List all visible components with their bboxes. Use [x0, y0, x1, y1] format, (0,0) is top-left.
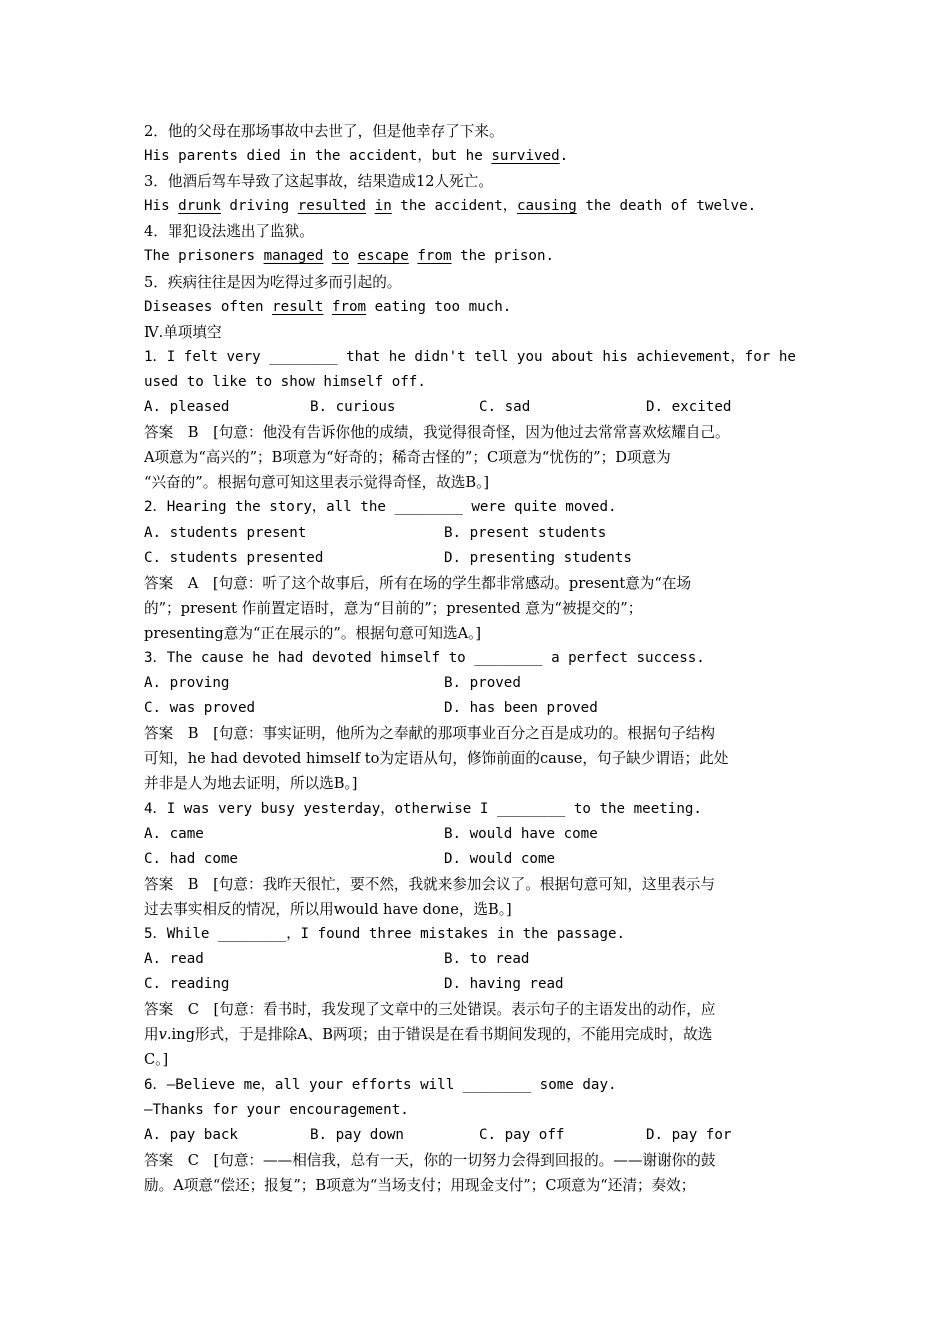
underlined-answer: from [331, 298, 367, 315]
underlined-answer: escape [357, 248, 409, 265]
option-choice: C. had come [144, 850, 238, 867]
option-choice: A. students present [144, 524, 307, 541]
text-run: the accident， [391, 198, 517, 215]
option-choice: A. proving [144, 675, 230, 692]
options-row [144, 696, 814, 721]
question-stem: 4．I was very busy yesterday，otherwise I ________ to the meeting. [144, 800, 702, 817]
answer-explanation [144, 1047, 814, 1072]
options-row [144, 521, 814, 546]
text-run: driving [220, 198, 298, 215]
answer-explanation [144, 420, 814, 445]
underlined-answer: from [417, 248, 452, 265]
translation-prompt: 5．疾病往往是因为吃得过多而引起的。 [144, 273, 402, 291]
option-choice: C. pay off [479, 1126, 565, 1143]
text-run: A项意为“高兴的”；B项意为“好奇的；稀奇古怪的”；C项意为“忧伤的”；D项意为 [144, 449, 671, 467]
text-run: 答案 A [句意：听了这个故事后，所有在场的学生都非常感动。present意为“在场 [144, 574, 692, 592]
underlined-answer: to [331, 248, 350, 265]
text-run [366, 198, 375, 214]
options-row [144, 671, 814, 696]
option-choice: C. sad [479, 399, 531, 416]
option-choice: C. reading [144, 976, 230, 993]
translation-answer [144, 144, 814, 169]
text-run: 答案 C [句意：看书时，我发现了文章中的三处错误。表示句子的主语发出的动作，应 [144, 1001, 716, 1019]
text-run: “兴奋的”。根据句意可知这里表示觉得奇怪，故选B。] [144, 474, 490, 492]
text-run: 并非是人为地去证明，所以选B。] [144, 775, 358, 793]
option-choice: B. would have come [444, 825, 598, 842]
underlined-answer: survived [491, 148, 560, 165]
text-run [349, 248, 358, 264]
answer-explanation [144, 897, 814, 922]
option-choice: C. students presented [144, 549, 324, 566]
translation-answer [144, 194, 814, 219]
answer-explanation [144, 771, 814, 796]
option-choice: D. having read [444, 976, 564, 993]
underlined-answer: result [272, 298, 324, 315]
answer-explanation [144, 872, 814, 897]
text-run: v [158, 1026, 167, 1044]
option-choice: B. proved [444, 675, 521, 692]
options-row [144, 395, 814, 420]
option-choice: B. present students [444, 524, 607, 541]
option-choice: D. excited [646, 399, 732, 416]
answer-explanation [144, 1173, 814, 1198]
options-row [144, 546, 814, 571]
options-row [144, 847, 814, 872]
option-choice: A. pay back [144, 1126, 238, 1143]
answer-explanation [144, 621, 814, 646]
option-choice: D. has been proved [444, 700, 598, 717]
document-content [144, 119, 814, 1198]
options-row [144, 822, 814, 847]
translation-prompt: 3．他酒后驾车导致了这起事故，结果造成12人死亡。 [144, 173, 493, 191]
underlined-answer: drunk [178, 198, 221, 215]
text-run: the prison. [451, 248, 555, 265]
text-run [323, 299, 332, 315]
option-choice: D. would come [444, 850, 556, 867]
text-run: The prisoners [144, 248, 264, 265]
underlined-answer: in [374, 198, 392, 215]
answer-explanation [144, 571, 814, 596]
translation-answer [144, 295, 814, 320]
text-run: 答案 B [句意：我昨天很忙，要不然，我就来参加会议了。根据句意可知，这里表示与 [144, 875, 715, 893]
question-stem: 1．I felt very ________ that he didn't tell you about his achievement，for he [144, 348, 796, 365]
answer-explanation [144, 721, 814, 746]
option-choice: B. curious [310, 399, 396, 416]
text-run: presenting意为“正在展示的”。根据句意可知选A。] [144, 624, 482, 642]
text-run: C。] [144, 1051, 169, 1069]
question-stem: 2．Hearing the story，all the ________ were quite moved. [144, 499, 617, 516]
text-run: eating too much. [366, 298, 512, 315]
answer-explanation [144, 470, 814, 495]
options-row [144, 972, 814, 997]
answer-explanation [144, 746, 814, 771]
text-run: 过去事实相反的情况，所以用would have done，选B。] [144, 900, 512, 918]
option-choice: C. was proved [144, 700, 256, 717]
answer-explanation [144, 1148, 814, 1173]
options-row [144, 947, 814, 972]
question-stem: used to like to show himself off. [144, 373, 426, 390]
text-run: 可知，he had devoted himself to为定语从句，修饰前面的cause，句子缺少谓语；此处 [144, 750, 729, 768]
option-choice: D. presenting students [444, 549, 632, 566]
text-run: . [559, 148, 569, 165]
question-stem: 5．While ________，I found three mistakes in the passage. [144, 926, 626, 942]
option-choice: A. came [144, 825, 204, 842]
text-run: 励。A项意“偿还；报复”；B项意为“当场支付；用现金支付”；C项意为“还清；奏效； [144, 1176, 696, 1194]
option-choice: A. read [144, 951, 204, 968]
answer-explanation [144, 997, 814, 1022]
text-run: His [144, 198, 179, 215]
translation-prompt: 4．罪犯设法逃出了监狱。 [144, 223, 314, 241]
option-choice: A. pleased [144, 399, 230, 416]
options-row [144, 1123, 814, 1148]
text-run: 答案 C [句意：——相信我，总有一天，你的一切努力会得到回报的。——谢谢你的鼓 [144, 1151, 716, 1169]
text-run [323, 248, 332, 264]
underlined-answer: managed [263, 248, 324, 265]
text-run: Diseases often [144, 298, 273, 315]
underlined-answer: resulted [297, 198, 367, 215]
answer-explanation [144, 445, 814, 470]
underlined-answer: causing [516, 198, 577, 215]
text-run: 的”；present 作前置定语时，意为“目前的”；presented 意为“被提交的”； [144, 599, 643, 617]
question-stem: 6．—Believe me，all your efforts will ________ some day. [144, 1076, 617, 1093]
question-stem: —Thanks for your encouragement. [144, 1101, 409, 1118]
text-run: 答案 B [句意：他没有告诉你他的成绩，我觉得很奇怪，因为他过去常常喜欢炫耀自己。 [144, 424, 730, 442]
translation-answer [144, 244, 814, 269]
text-run: 答案 B [句意：事实证明，他所为之奉献的那项事业百分之百是成功的。根据句子结构 [144, 725, 715, 743]
option-choice: B. pay down [310, 1126, 404, 1143]
translation-prompt: 2．他的父母在那场事故中去世了，但是他幸存了下来。 [144, 123, 504, 140]
text-run: .ing形式，于是排除A、B两项；由于错误是在看书期间发现的，不能用完成时，故选 [166, 1026, 713, 1044]
text-run: the death of twelve. [576, 198, 757, 215]
option-choice: D. pay for [646, 1126, 732, 1143]
question-stem: 3．The cause he had devoted himself to ________ a perfect success. [144, 649, 705, 666]
section-heading: Ⅳ.单项填空 [144, 323, 222, 341]
text-run: His parents died in the accident，but he [144, 148, 492, 165]
text-run: 用 [144, 1026, 159, 1044]
option-choice: B. to read [444, 951, 530, 968]
answer-explanation [144, 1022, 814, 1047]
answer-explanation [144, 596, 814, 621]
